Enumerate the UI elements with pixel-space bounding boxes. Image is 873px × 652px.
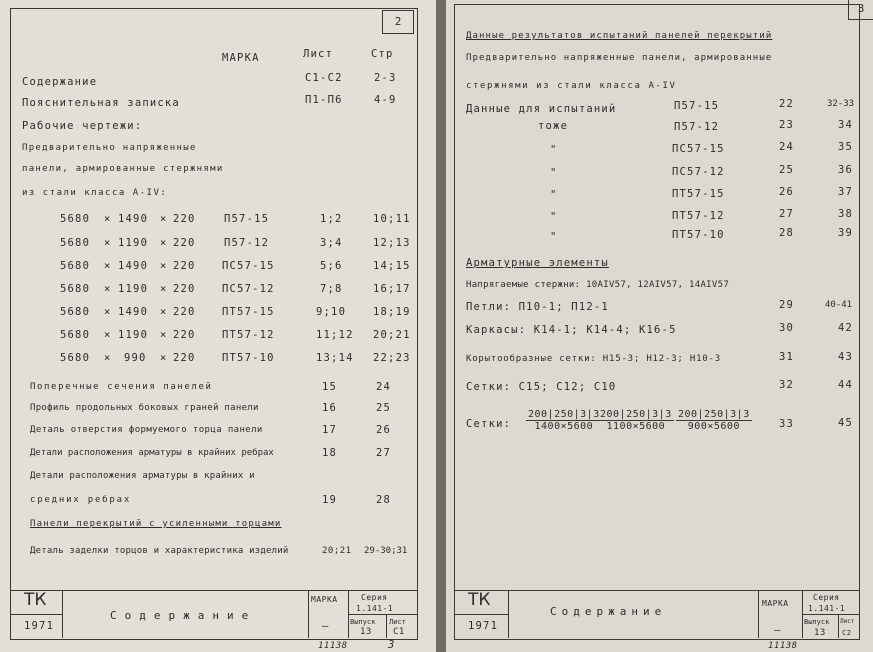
stamp-seriya: Серия — [361, 593, 388, 602]
panel-list: 3;4 — [320, 237, 343, 249]
end-detail-name: Деталь заделки торцов и характеристика изделий — [30, 546, 289, 556]
armature-title: Арматурные элементы — [466, 257, 609, 269]
toc-row-name: Пояснительная записка — [22, 97, 180, 109]
bottom-number: 11138 — [768, 641, 798, 651]
panel-list: 11;12 — [316, 329, 354, 341]
stamp-top-line — [10, 590, 417, 591]
detail-row-list: 17 — [322, 424, 338, 436]
detail-row-name: Профиль продольных боковых граней панели — [30, 403, 259, 413]
stamp-vypusk-val: 13 — [360, 627, 372, 637]
arm-row-name: Каркасы: К14-1; К14-4; К16-5 — [466, 324, 677, 336]
page-number-box — [382, 10, 414, 34]
mesh-spec — [676, 409, 752, 432]
stamp-year: 1971 — [24, 620, 55, 632]
test-same: тоже — [538, 120, 569, 132]
stamp-title: Содержание — [110, 609, 257, 622]
panel-mark: ПТ57-10 — [222, 352, 275, 364]
dim-height: 220 — [173, 283, 196, 295]
stamp-seriya-val: 1.141-1 — [808, 604, 846, 613]
mesh-spec-den: 1100×5600 — [606, 421, 666, 432]
test-list: 24 — [779, 141, 795, 153]
subtitle-line: Предварительно напряженные панели, армированные — [466, 53, 773, 63]
stamp-tk: ТК — [468, 590, 491, 610]
stamp-title: Содержание — [550, 605, 667, 618]
stamp-list-val: С2 — [842, 629, 852, 637]
mesh-str: 45 — [838, 417, 854, 429]
detail-row-name: Детали расположения арматуры в крайних ребрах — [30, 448, 274, 458]
panel-str: 10;11 — [373, 213, 411, 225]
dim-sep: × — [104, 352, 112, 364]
test-str: 39 — [838, 227, 854, 239]
right-frame — [454, 4, 860, 640]
mesh-label: Сетки: — [466, 418, 512, 430]
test-str: 34 — [838, 119, 854, 131]
stamp-vypusk-val: 13 — [814, 628, 826, 638]
stamp-divider — [508, 590, 509, 638]
ditto-mark: " — [550, 167, 558, 179]
col-header-str: Стр — [371, 48, 394, 60]
dim-width: 1190 — [118, 329, 149, 341]
detail-row-name: Деталь отверстия формуемого торца панели — [30, 425, 263, 435]
arm-row-list: 31 — [779, 351, 795, 363]
dim-sep: × — [104, 329, 112, 341]
stamp-divider — [838, 614, 839, 638]
col-header-list: Лист — [303, 48, 334, 60]
dim-sep: × — [160, 352, 168, 364]
side-note — [0, 436, 1, 487]
ditto-mark: " — [550, 211, 558, 223]
detail-row-str: 28 — [376, 494, 392, 506]
stamp-tk: ТК — [24, 590, 47, 610]
stamp-list: Лист — [389, 618, 406, 626]
left-page — [0, 0, 436, 652]
test-mark: П57-15 — [674, 100, 720, 112]
stamp-seriya-val: 1.141-1 — [356, 604, 394, 613]
stamp-divider — [308, 590, 309, 638]
panel-str: 18;19 — [373, 306, 411, 318]
results-title: Данные результатов испытаний панелей перекрытий — [466, 31, 773, 41]
dim-height: 220 — [173, 352, 196, 364]
detail-row-str: 26 — [376, 424, 392, 436]
test-list: 26 — [779, 186, 795, 198]
test-mark: ПС57-12 — [672, 166, 725, 178]
mesh-spec-den: 1400×5600 — [534, 421, 594, 432]
bottom-page: 3 — [388, 639, 396, 651]
toc-row-str: 4-9 — [374, 94, 397, 106]
test-list: 28 — [779, 227, 795, 239]
panel-mark: ПТ57-15 — [222, 306, 275, 318]
test-mark: ПТ57-15 — [672, 188, 725, 200]
detail-row-list: 18 — [322, 447, 338, 459]
dim-sep: × — [160, 283, 168, 295]
toc-row-name: Содержание — [22, 76, 98, 88]
bottom-number: 11138 — [318, 641, 348, 651]
reinforced-title: Панели перекрытий с усиленными торцами — [30, 519, 282, 529]
test-list: 22 — [779, 98, 795, 110]
dim-sep: × — [104, 213, 112, 225]
dim-height: 220 — [173, 213, 196, 225]
test-str: 36 — [838, 164, 854, 176]
panel-str: 22;23 — [373, 352, 411, 364]
detail-row-str: 24 — [376, 381, 392, 393]
ditto-mark: " — [550, 144, 558, 156]
arm-row-str: 43 — [838, 351, 854, 363]
dim-sep: × — [160, 306, 168, 318]
dim-sep: × — [104, 283, 112, 295]
panel-list: 13;14 — [316, 352, 354, 364]
stamp-seriya: Серия — [813, 593, 840, 602]
stamp-list: Лист — [840, 618, 855, 625]
mesh-spec-den: 900×5600 — [687, 421, 740, 432]
mesh-spec-num: 200|250|3|3 — [528, 409, 600, 420]
dim-length: 5680 — [60, 283, 91, 295]
stamp-divider — [62, 590, 63, 638]
dim-sep: × — [104, 260, 112, 272]
stamp-line — [454, 614, 508, 615]
test-list: 23 — [779, 119, 795, 131]
test-label: Данные для испытаний — [466, 103, 617, 115]
dim-length: 5680 — [60, 352, 91, 364]
dim-width: 1490 — [118, 213, 149, 225]
arm-row-name: Петли: П10-1; П12-1 — [466, 301, 609, 313]
page-number: 3 — [857, 2, 865, 15]
ditto-mark: " — [550, 231, 558, 243]
test-mark: ПС57-15 — [672, 143, 725, 155]
arm-row-list: 30 — [779, 322, 795, 334]
dim-width: 1490 — [118, 260, 149, 272]
col-header-marka: МАРКА — [222, 52, 260, 64]
right-page — [446, 0, 873, 652]
test-list: 25 — [779, 164, 795, 176]
page-number-box — [848, 0, 873, 20]
stamp-year: 1971 — [468, 620, 499, 632]
dim-length: 5680 — [60, 260, 91, 272]
stamp-divider — [758, 590, 759, 638]
prestressed-line: Предварительно напряженные — [22, 143, 197, 153]
stamp-marka-val: — — [322, 620, 330, 632]
stamp-marka: МАРКА — [762, 599, 789, 608]
detail-row-list: 15 — [322, 381, 338, 393]
detail-row-str: 25 — [376, 402, 392, 414]
dim-height: 220 — [173, 260, 196, 272]
arm-row-list: 32 — [779, 379, 795, 391]
detail-row-name: средних ребрах — [30, 495, 132, 505]
dim-width: 1490 — [118, 306, 149, 318]
mesh-spec — [598, 409, 674, 432]
dim-height: 220 — [173, 237, 196, 249]
panel-str: 20;21 — [373, 329, 411, 341]
dim-width: 1190 — [118, 237, 149, 249]
panel-mark: ПС57-15 — [222, 260, 275, 272]
panel-str: 14;15 — [373, 260, 411, 272]
test-str: 35 — [838, 141, 854, 153]
arm-row-name: Сетки: С15; С12; С10 — [466, 381, 617, 393]
arm-row-str: 42 — [838, 322, 854, 334]
test-str: 37 — [838, 186, 854, 198]
test-mark: ПТ57-10 — [672, 229, 725, 241]
stamp-list-val: С1 — [393, 627, 405, 637]
arm-row-str: 44 — [838, 379, 854, 391]
drawings-title: Рабочие чертежи: — [22, 120, 143, 132]
mesh-spec-num: 200|250|3|3 — [600, 409, 672, 420]
panel-mark: ПТ57-12 — [222, 329, 275, 341]
tensioned-bars: Напрягаемые стержни: 10АIV57, 12АIV57, 14АIV57 — [466, 280, 730, 290]
subtitle-line: стержнями из стали класса А-IV — [466, 81, 677, 91]
ditto-mark: " — [550, 189, 558, 201]
detail-row-list: 16 — [322, 402, 338, 414]
mesh-list: 33 — [779, 418, 795, 430]
dim-length: 5680 — [60, 329, 91, 341]
end-detail-str: 29-30;31 — [364, 546, 408, 556]
arm-row-list: 29 — [779, 299, 795, 311]
dim-height: 220 — [173, 329, 196, 341]
test-mark: П57-12 — [674, 121, 720, 133]
detail-row-name: Детали расположения арматуры в крайних и — [30, 471, 255, 481]
detail-row-str: 27 — [376, 447, 392, 459]
end-detail-list: 20;21 — [322, 546, 352, 556]
toc-row-str: 2-3 — [374, 72, 397, 84]
stamp-divider — [386, 614, 387, 638]
detail-row-list: 19 — [322, 494, 338, 506]
dim-width: 1190 — [118, 283, 149, 295]
arm-row-name: Корытообразные сетки: Н15-3; Н12-3; Н10-3 — [466, 354, 721, 364]
panel-list: 9;10 — [316, 306, 347, 318]
dim-sep: × — [160, 237, 168, 249]
mesh-spec-num: 200|250|3|3 — [678, 409, 750, 420]
stamp-line — [10, 614, 62, 615]
stamp-marka-val: — — [774, 624, 782, 636]
dim-sep: × — [104, 237, 112, 249]
prestressed-line: из стали класса А-IV: — [22, 188, 168, 198]
dim-sep: × — [104, 306, 112, 318]
test-str: 38 — [838, 208, 854, 220]
toc-row-list: П1-П6 — [305, 94, 343, 106]
stamp-vypusk: Выпуск — [804, 618, 830, 626]
mesh-spec — [526, 409, 602, 432]
prestressed-line: панели, армированные стержнями — [22, 164, 224, 174]
panel-mark: ПС57-12 — [222, 283, 275, 295]
test-mark: ПТ57-12 — [672, 210, 725, 222]
dim-length: 5680 — [60, 237, 91, 249]
stamp-top-line — [454, 590, 859, 591]
arm-row-str: 40-41 — [825, 300, 853, 310]
test-list: 27 — [779, 208, 795, 220]
panel-str: 12;13 — [373, 237, 411, 249]
panel-mark: П57-15 — [224, 213, 270, 225]
dim-sep: × — [160, 329, 168, 341]
toc-row-list: С1-С2 — [305, 72, 343, 84]
panel-list: 5;6 — [320, 260, 343, 272]
page-number: 2 — [394, 15, 402, 28]
dim-length: 5680 — [60, 213, 91, 225]
detail-row-name: Поперечные сечения панелей — [30, 382, 213, 392]
dim-height: 220 — [173, 306, 196, 318]
panel-mark: П57-12 — [224, 237, 270, 249]
stamp-marka: МАРКА — [311, 595, 338, 604]
panel-str: 16;17 — [373, 283, 411, 295]
panel-list: 7;8 — [320, 283, 343, 295]
dim-length: 5680 — [60, 306, 91, 318]
panel-list: 1;2 — [320, 213, 343, 225]
dim-sep: × — [160, 213, 168, 225]
stamp-vypusk: Выпуск — [350, 618, 376, 626]
dim-width: 990 — [124, 352, 147, 364]
test-str: 32-33 — [827, 99, 855, 109]
dim-sep: × — [160, 260, 168, 272]
